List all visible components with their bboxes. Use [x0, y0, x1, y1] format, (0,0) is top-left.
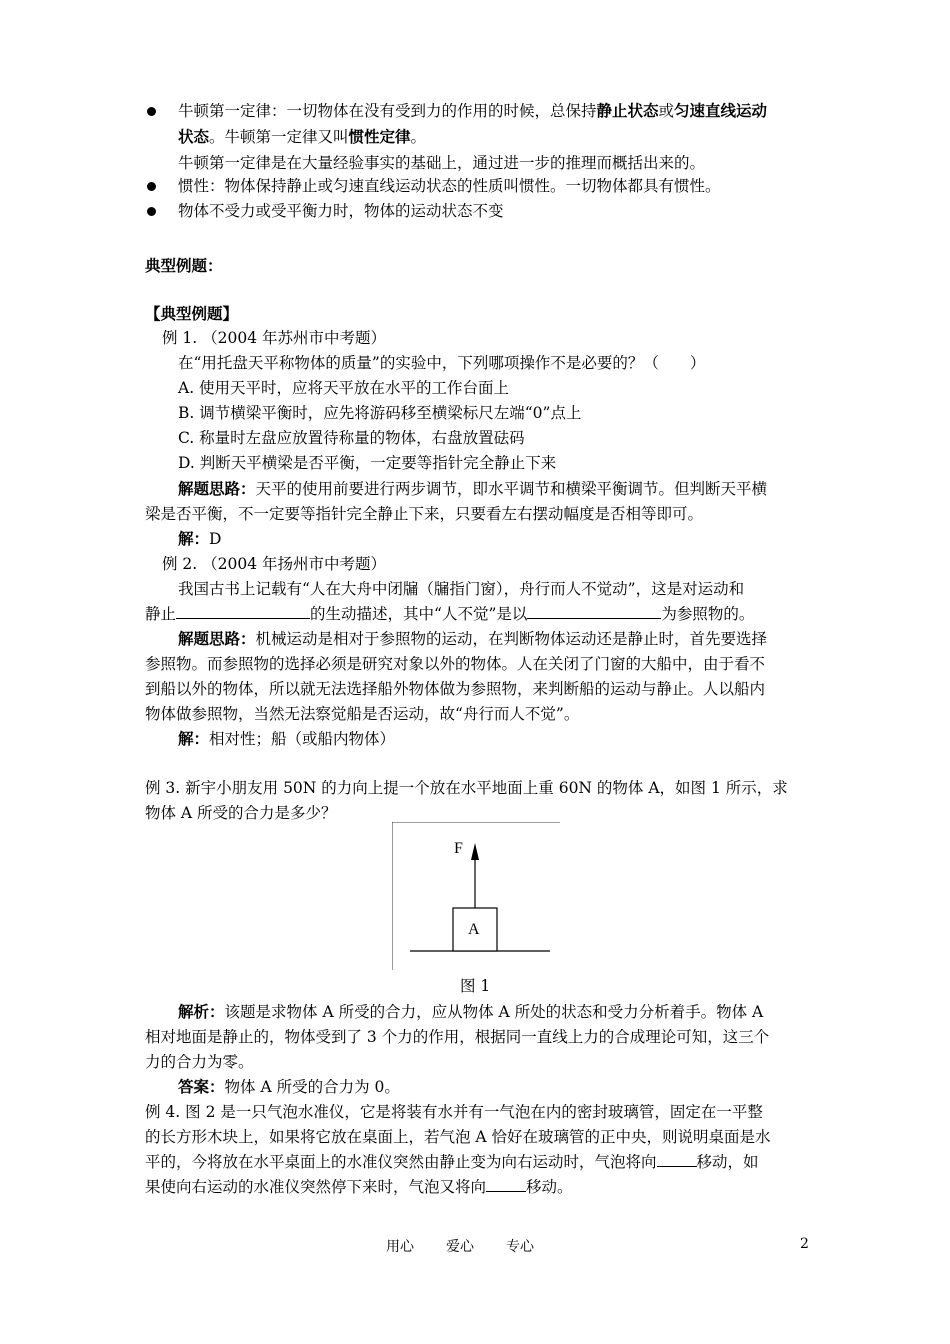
ex1-option-c: C. 称量时左盘应放置待称量的物体，右盘放置砝码	[178, 429, 525, 447]
block-label: A	[468, 921, 480, 938]
bullet-newton-law-cont: 状态。牛顿第一定律又叫惯性定律。	[178, 127, 427, 146]
ex4-line-4: 果使向右运动的水准仪突然停下来时，气泡又将向 移动。	[145, 1178, 573, 1196]
ex1-idea-1: 解题思路：天平的使用前要进行两步调节，即水平调节和横梁平衡调节。但判断天平横	[178, 479, 768, 498]
ex2-question-1: 我国古书上记载有“人在大舟中闭牖（牖指门窗），舟行而人不觉动”，这是对运动和	[178, 580, 745, 598]
bullet-dot	[147, 182, 156, 191]
answer-blank[interactable]	[176, 603, 310, 619]
ex2-idea-1: 解题思路：机械运动是相对于参照物的运动，在判断物体运动还是静止时，首先要选择	[178, 629, 768, 648]
bullet-newton-law: 牛顿第一定律：一切物体在没有受到力的作用的时候，总保持静止状态或匀速直线运动	[178, 101, 768, 120]
arrow-up-icon	[471, 843, 479, 860]
page-number: 2	[800, 1236, 809, 1252]
force-diagram	[392, 822, 560, 970]
bullet-dot	[147, 207, 156, 216]
footer-motto-3: 专心	[506, 1239, 534, 1255]
ex1-head: 例 1. （2004 年苏州市中考题）	[162, 329, 387, 347]
ex2-idea-4: 物体做参照物，当然无法察觉船是否运动，故“舟行而人不觉”。	[145, 705, 580, 723]
ex1-answer: 解：D	[178, 529, 222, 548]
bullet-inertia: 惯性：物体保持静止或匀速直线运动状态的性质叫惯性。一切物体都具有惯性。	[178, 177, 721, 195]
answer-blank[interactable]	[486, 1176, 526, 1192]
bullet-dot	[147, 107, 156, 116]
ex3-answer: 答案：物体 A 所受的合力为 0。	[178, 1077, 400, 1096]
ex1-option-a: A. 使用天平时，应将天平放在水平的工作台面上	[178, 379, 510, 397]
footer-motto-1: 用心	[386, 1239, 414, 1255]
ex1-question: 在“用托盘天平称物体的质量”的实验中，下列哪项操作不是必要的？（ ）	[178, 354, 706, 372]
answer-blank[interactable]	[527, 603, 661, 619]
ex2-answer: 解：相对性；船（或船内物体）	[178, 729, 396, 748]
ex1-option-d: D. 判断天平横梁是否平衡，一定要等指针完全静止下来	[178, 454, 557, 472]
ex3-analysis-3: 力的合力为零。	[145, 1053, 254, 1071]
ex3-analysis-1: 解析：该题是求物体 A 所受的合力，应从物体 A 所处的状态和受力分析着手。物体 A	[178, 1002, 764, 1021]
ex4-line-3: 平的，今将放在水平桌面上的水准仪突然由静止变为向右运动时，气泡将向 移动，如	[145, 1153, 759, 1171]
ex1-idea-2: 梁是否平衡，不一定要等指针完全静止下来，只要看左右摆动幅度是否相等即可。	[145, 505, 704, 523]
answer-blank[interactable]	[657, 1151, 697, 1167]
newton-law-note: 牛顿第一定律是在大量经验事实的基础上，通过进一步的推理而概括出来的。	[178, 154, 706, 172]
figure-1	[392, 822, 560, 970]
footer-motto-2: 爱心	[446, 1239, 474, 1255]
force-label: F	[454, 840, 463, 857]
ex4-line-2: 的长方形木块上，如果将它放在桌面上，若气泡 A 恰好在玻璃管的正中央，则说明桌面是水	[145, 1128, 771, 1146]
ex1-option-b: B. 调节横梁平衡时，应先将游码移至横梁标尺左端“0”点上	[178, 404, 582, 422]
ex3-question-1: 例 3. 新宇小朋友用 50N 的力向上提一个放在水平地面上重 60N 的物体 A，如图 1 所示，求	[145, 779, 788, 797]
ex3-question-2: 物体 A 所受的合力是多少？	[145, 804, 337, 822]
ex3-analysis-2: 相对地面是静止的，物体受到了 3 个力的作用，根据同一直线上力的合成理论可知，这三个	[145, 1028, 770, 1046]
ex2-head: 例 2. （2004 年扬州市中考题）	[162, 555, 387, 573]
figure-caption: 图 1	[460, 977, 491, 995]
ex4-line-1: 例 4. 图 2 是一只气泡水准仪，它是将装有水并有一气泡在内的密封玻璃管，固定在一平整	[145, 1103, 763, 1121]
ex2-question-2: 静止 的生动描述，其中“人不觉”是以 为参照物的。	[145, 605, 755, 623]
bullet-balanced-force: 物体不受力或受平衡力时，物体的运动状态不变	[178, 202, 504, 220]
bracket-title: 【典型例题】	[145, 304, 239, 323]
ex2-idea-2: 参照物。而参照物的选择必须是研究对象以外的物体。人在关闭了门窗的大船中，由于看不	[145, 655, 766, 673]
section-title: 典型例题：	[145, 256, 223, 275]
ex2-idea-3: 到船以外的物体，所以就无法选择船外物体做为参照物，来判断船的运动与静止。人以船内	[145, 680, 766, 698]
